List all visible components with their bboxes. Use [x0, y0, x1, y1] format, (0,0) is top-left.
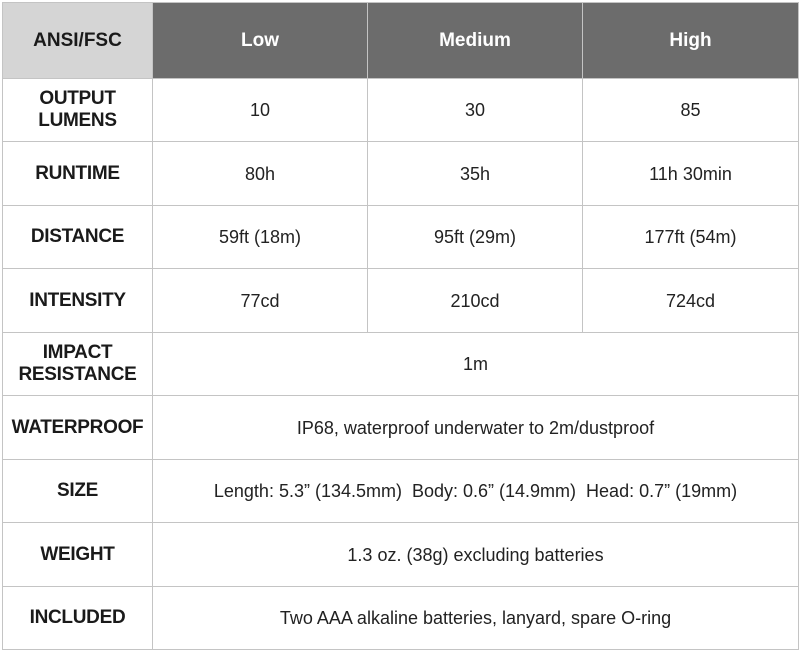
header-corner-label: ANSI/FSC [3, 3, 153, 79]
cell-weight: 1.3 oz. (38g) excluding batteries [153, 523, 799, 587]
header-medium: Medium [368, 3, 583, 79]
cell-intensity-high: 724cd [583, 269, 799, 333]
cell-runtime-medium: 35h [368, 142, 583, 206]
header-low: Low [153, 3, 368, 79]
cell-runtime-high: 11h 30min [583, 142, 799, 206]
cell-runtime-low: 80h [153, 142, 368, 206]
cell-included: Two AAA alkaline batteries, lanyard, spare O-ring [153, 587, 799, 650]
cell-distance-medium: 95ft (29m) [368, 206, 583, 269]
table-row-size [3, 460, 799, 523]
header-high: High [583, 3, 799, 79]
table-row-distance [3, 206, 799, 269]
table-row-output-lumens [3, 79, 799, 142]
row-label-runtime: RUNTIME [3, 142, 153, 206]
row-label-line: LUMENS [38, 110, 117, 131]
cell-intensity-medium: 210cd [368, 269, 583, 333]
row-label-size: SIZE [3, 460, 153, 523]
cell-output-low: 10 [153, 79, 368, 142]
row-label-intensity: INTENSITY [3, 269, 153, 333]
table-row-waterproof [3, 396, 799, 460]
header-row [3, 3, 799, 79]
table-row-weight [3, 523, 799, 587]
row-label-distance: DISTANCE [3, 206, 153, 269]
row-label-output-lumens [3, 79, 153, 142]
table-row-intensity [3, 269, 799, 333]
cell-waterproof: IP68, waterproof underwater to 2m/dustproof [153, 396, 799, 460]
cell-output-medium: 30 [368, 79, 583, 142]
cell-impact-resistance: 1m [153, 333, 799, 396]
cell-distance-low: 59ft (18m) [153, 206, 368, 269]
row-label-waterproof: WATERPROOF [3, 396, 153, 460]
row-label-weight: WEIGHT [3, 523, 153, 587]
cell-intensity-low: 77cd [153, 269, 368, 333]
cell-output-high: 85 [583, 79, 799, 142]
table-row-impact-resistance [3, 333, 799, 396]
row-label-included: INCLUDED [3, 587, 153, 650]
row-label-line: IMPACT [42, 342, 113, 363]
table-row-runtime [3, 142, 799, 206]
row-label-line: OUTPUT [39, 88, 116, 109]
spec-table [2, 2, 799, 650]
row-label-impact-resistance [3, 333, 153, 396]
table-row-included [3, 587, 799, 650]
cell-distance-high: 177ft (54m) [583, 206, 799, 269]
cell-size: Length: 5.3” (134.5mm) Body: 0.6” (14.9mm) Head: 0.7” (19mm) [153, 460, 799, 523]
row-label-line: RESISTANCE [18, 364, 137, 385]
